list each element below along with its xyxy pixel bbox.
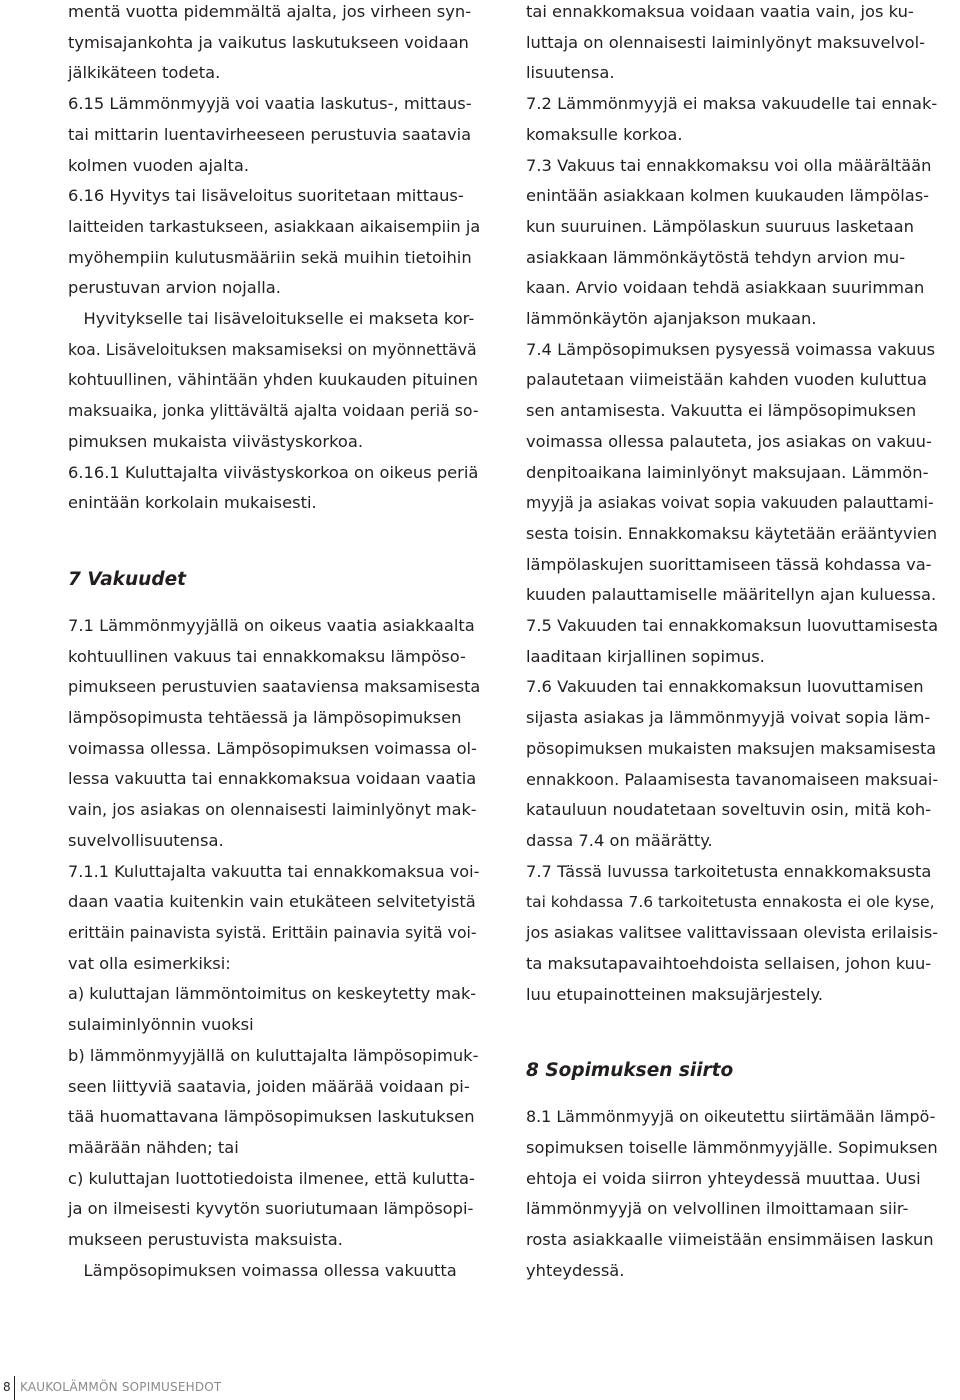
text-line: myyjä ja asiakas voivat sopia vakuuden palauttami- [526,493,934,513]
text-line: tai mittarin luentavirheeseen perustuvia saatavia [68,124,472,144]
text-line: 7.2 Lämmönmyyjä ei maksa vakuudelle tai ennak- [526,94,938,114]
text-line: enintään asiakkaan kolmen kuukauden lämpölas- [526,186,930,206]
paragraph [526,151,936,335]
text-line: koa. Lisäveloituksen maksamiseksi on myönnettävä [68,339,477,359]
paragraph [68,0,478,89]
text-line: b) lämmönmyyjällä on kuluttajalta lämpösopimuk- [68,1045,479,1065]
text-line: katauluun noudatetaan soveltuvin osin, mitä koh- [526,800,932,820]
text-line: kohtuullinen, vähintään yhden kuukauden pituinen [68,370,478,390]
text-line: lisuutensa. [526,63,615,83]
paragraph [526,335,936,611]
text-line: pösopimuksen mukaisten maksujen maksamisesta [526,738,937,758]
text-line: pimukseen perustuvien saataviensa maksamisesta [68,677,481,697]
right-column [526,0,939,1286]
paragraph [526,857,939,1011]
paragraph [68,181,481,304]
text-line: tää huomattavana lämpösopimuksen laskutuksen [68,1107,475,1127]
text-line: kun suuruinen. Lämpölaskun suuruus lasketaan [526,216,914,236]
text-line: denpitoaikana laiminlyönyt maksujaan. Lämmön- [526,462,929,482]
text-line: 6.16 Hyvitys tai lisäveloitus suoritetaan mittaus- [68,186,464,206]
text-line: rosta asiakkaalle viimeistään ensimmäisen laskun [526,1230,934,1250]
text-line: kolmen vuoden ajalta. [68,155,250,175]
text-line: ennakkoon. Palaamisesta tavanomaiseen maksuai- [526,769,939,789]
text-line: dassa 7.4 on määrätty. [526,830,713,850]
text-line: luu etupainotteinen maksujärjestely. [526,984,824,1004]
text-line: c) kuluttajan luottotiedoista ilmenee, että kulutta- [68,1168,475,1188]
text-line: sijasta asiakas ja lämmönmyyjä voivat sopia läm- [526,708,931,728]
text-line: komaksulle korkoa. [526,124,683,144]
text-line: 7.3 Vakuus tai ennakkomaksu voi olla määrältään [526,155,932,175]
text-line: laitteiden tarkastukseen, asiakkaan aikaisempiin ja [68,216,481,236]
text-line: lämmönmyyjä on velvollinen ilmoittamaan siir- [526,1199,909,1219]
text-line: sesta toisin. Ennakkomaksu käytetään erääntyvien [526,523,938,543]
text-line: laaditaan kirjallinen sopimus. [526,646,765,666]
page-footer [0,1376,260,1400]
text-line: ehtoja ei voida siirron yhteydessä muuttaa. Uusi [526,1168,921,1188]
text-line: Lämpösopimuksen voimassa ollessa vakuutta [68,1260,457,1280]
text-line: 8.1 Lämmönmyyjä on oikeutettu siirtämään lämpö- [526,1107,936,1127]
text-line: maksuaika, jonka ylittävältä ajalta voidaan periä so- [68,401,479,421]
text-line: a) kuluttajan lämmöntoimitus on keskeytetty mak- [68,984,477,1004]
text-line: lämpölaskujen suorittamiseen tässä kohdassa va- [526,554,932,574]
text-line: daan vaatia kuitenkin vain etukäteen selvitetyistä [68,892,476,912]
text-line: seen liittyviä saatavia, joiden määrää voidaan pi- [68,1076,470,1096]
text-line: Hyvitykselle tai lisäveloitukselle ei makseta kor- [68,309,475,329]
text-line: 7.4 Lämpösopimuksen pysyessä voimassa vakuus [526,339,936,359]
text-line: sulaiminlyönnin vuoksi [68,1015,254,1035]
text-line: tai ennakkomaksua voidaan vaatia vain, jos ku- [526,2,914,21]
text-line: erittäin painavista syistä. Erittäin painavia syitä voi- [68,922,477,942]
paragraph [68,857,478,1287]
text-line: sopimuksen toiselle lämmönmyyjälle. Sopimuksen [526,1137,938,1157]
text-line: tai kohdassa 7.6 tarkoitetusta ennakosta ei ole kyse, [526,893,935,912]
section-spacer [526,1010,936,1040]
text-line: kuuden palauttamiselle määritellyn ajan kuluessa. [526,585,937,605]
text-line: 7.1.1 Kuluttajalta vakuutta tai ennakkomaksua voi- [68,861,480,881]
paragraph [68,458,478,519]
text-line: 7.5 Vakuuden tai ennakkomaksun luovuttamisesta [526,616,939,636]
footer-divider [14,1376,15,1400]
document-title: KAUKOLÄMMÖN SOPIMUSEHDOT [20,1380,222,1394]
left-column [68,0,481,1286]
text-line: voimassa ollessa palauteta, jos asiakas on vakuu- [526,431,932,451]
text-line: vat olla esimerkiksi: [68,953,231,973]
text-line: myöhempiin kulutusmääriin sekä muihin tietoihin [68,247,472,267]
text-line: jälkikäteen todeta. [68,63,221,83]
section-spacer [68,519,478,549]
text-line: suvelvollisuutensa. [68,830,224,850]
text-line: 6.15 Lämmönmyyjä voi vaatia laskutus-, mittaus- [68,94,472,114]
text-line: kaan. Arvio voidaan tehdä asiakkaan suurimman [526,278,925,298]
text-line: sen antamisesta. Vakuutta ei lämpösopimuksen [526,401,917,421]
text-line: perustuvan arvion nojalla. [68,278,281,298]
section-heading: 7 Vakuudet [68,568,186,590]
text-line: lessa vakuutta tai ennakkomaksua voidaan vaatia [68,769,477,789]
paragraph [526,672,939,856]
text-line: asiakkaan lämmönkäytöstä tehdyn arvion mu- [526,247,906,267]
text-line: 6.16.1 Kuluttajalta viivästyskorkoa on oikeus periä [68,462,479,482]
paragraph [526,0,936,89]
text-line: määrään nähden; tai [68,1137,239,1157]
text-line: ta maksutapavaihtoehdoista sellaisen, johon kuu- [526,953,932,973]
paragraph [526,1102,936,1286]
paragraph [68,89,478,181]
text-line: vain, jos asiakas on olennaisesti laiminlyönyt mak- [68,800,477,820]
text-line: mentä vuotta pidemmältä ajalta, jos virheen syn- [68,2,472,21]
text-line: lämmönkäytön ajanjakson mukaan. [526,309,817,329]
text-line: tymisajankohta ja vaikutus laskutukseen voidaan [68,32,469,52]
paragraph [68,611,481,857]
text-line: yhteydessä. [526,1260,625,1280]
text-line: enintään korkolain mukaisesti. [68,493,317,513]
text-line: lämpösopimusta tehtäessä ja lämpösopimuksen [68,708,462,728]
text-line: 7.1 Lämmönmyyjällä on oikeus vaatia asiakkaalta [68,615,475,635]
text-line: voimassa ollessa. Lämpösopimuksen voimassa ol- [68,738,477,758]
text-line: ja on ilmeisesti kyvytön suoriutumaan lämpösopi- [68,1199,474,1219]
text-line: palautetaan viimeistään kahden vuoden kuluttua [526,370,927,390]
page-number: 8 [3,1380,11,1394]
paragraph [526,89,936,150]
text-line: kohtuullinen vakuus tai ennakkomaksu lämpöso- [68,646,466,666]
text-line: 7.7 Tässä luvussa tarkoitetusta ennakkomaksusta [526,861,932,881]
text-line: luttaja on olennaisesti laiminlyönyt maksuvelvol- [526,32,926,52]
text-line: mukseen perustuvista maksuista. [68,1230,343,1250]
paragraph [68,304,478,458]
paragraph [526,611,939,672]
text-line: pimuksen mukaista viivästyskorkoa. [68,431,364,451]
text-line: 7.6 Vakuuden tai ennakkomaksun luovuttamisen [526,677,924,697]
section-heading: 8 Sopimuksen siirto [526,1060,734,1082]
text-line: jos asiakas valitsee valittavissaan olevista erilaisis- [526,923,939,943]
